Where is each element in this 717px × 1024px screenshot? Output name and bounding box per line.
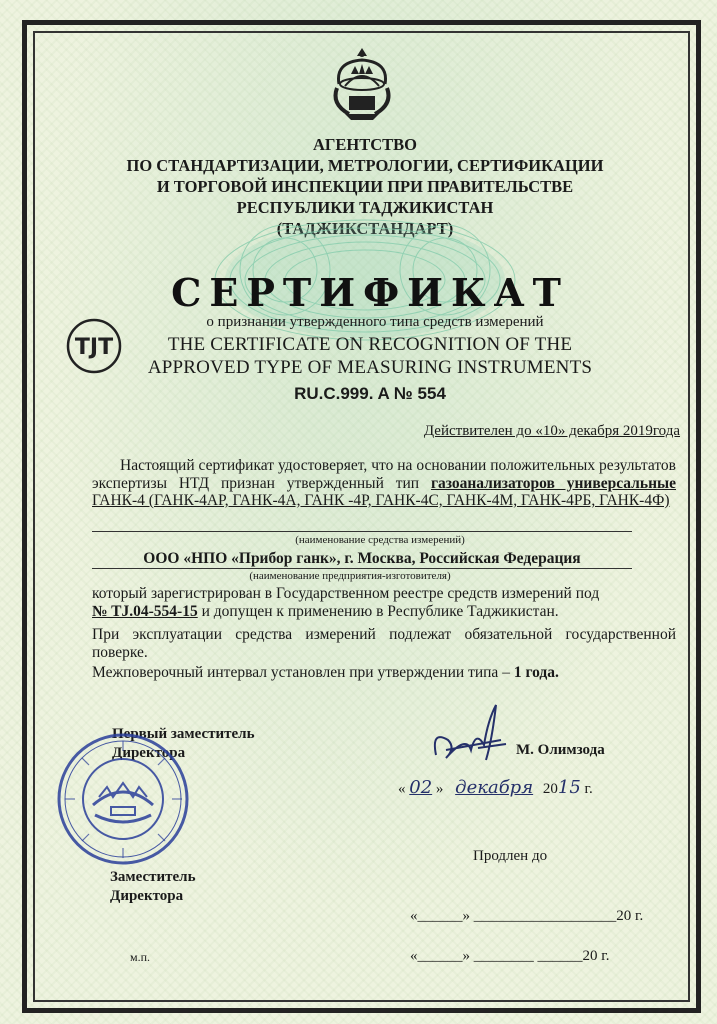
extension-date-blank: «______» ________ ______20 г. (410, 948, 610, 964)
subtitle-english-line: APPROVED TYPE OF MEASURING INSTRUMENTS (147, 357, 593, 378)
certificate-number: RU.C.999. A № 554 (294, 384, 446, 403)
first-deputy-line: Директора (112, 745, 186, 761)
interval-value: 1 года. (513, 664, 559, 681)
registration-text: который зарегистрирован в Государственном реестре средств измерений под (92, 585, 600, 602)
registration-text-end: и допущен к применению в Республике Таджикистан. (197, 603, 559, 620)
agency-line: И ТОРГОВОЙ ИНСПЕКЦИИ ПРИ ПРАВИТЕЛЬСТВЕ (156, 177, 574, 196)
subtitle-english-line: THE CERTIFICATE ON RECOGNITION OF THE (167, 334, 573, 355)
date-day: 02 (409, 777, 433, 798)
underline (92, 568, 632, 569)
tjt-logo-text: TJT (74, 335, 114, 360)
interval-text (92, 664, 676, 682)
certificate-statement (92, 457, 676, 510)
interval-label: Межповерочный интервал установлен при утверждении типа – (92, 664, 514, 681)
caption-instrument: (наименование средства измерений) (295, 534, 465, 546)
registration-number: № TJ.04-554-15 (92, 603, 198, 620)
agency-line: РЕСПУБЛИКИ ТАДЖИКИСТАН (236, 198, 494, 217)
extended-label: Продлен до (473, 848, 548, 864)
seal-place-label: м.п. (130, 950, 151, 964)
caption-manufacturer: (наименование предприятия-изготовителя) (249, 570, 451, 582)
deputy-line: Заместитель (110, 869, 196, 885)
agency-line: (ТАДЖИКСТАНДАРТ) (276, 219, 454, 238)
validity-date: Действителен до «10» декабря 2019года (423, 423, 680, 439)
deputy-title (110, 868, 196, 906)
extension-date-blank: «______» ___________________20 г. (410, 908, 644, 924)
product-models: ГАНК-4 (ГАНК-4АР, ГАНК-4А, ГАНК -4Р, ГАНК-4С, ГАНК-4М, ГАНК-4РБ, ГАНК-4Ф) (92, 492, 670, 509)
state-emblem-icon (327, 44, 397, 122)
quote-open: « (398, 781, 406, 797)
deputy-line: Директора (110, 888, 184, 904)
signature-date (398, 777, 658, 807)
agency-line: ПО СТАНДАРТИЗАЦИИ, МЕТРОЛОГИИ, СЕРТИФИКАЦИИ (126, 156, 604, 175)
statement-text: Настоящий сертификат удостоверяет, что на основании положительных результатов экспертизы НТД признан утвержденный тип (92, 457, 676, 492)
date-month: декабря (455, 777, 534, 798)
subtitle-russian: о признании утвержденного типа средств измерений (206, 314, 544, 330)
manufacturer: ООО «НПО «Прибор ганк», г. Москва, Российская Федерация (143, 550, 581, 567)
subtitle-english (120, 333, 620, 379)
date-year: 15 (557, 777, 581, 798)
official-stamp-icon (55, 731, 192, 868)
product-name: газоанализаторов универсальные (430, 474, 676, 492)
quote-close: » (435, 781, 444, 797)
date-suffix: г. (584, 781, 593, 797)
handwritten-signature-icon (426, 700, 516, 770)
underline (92, 531, 632, 532)
date-year-prefix: 20 (542, 781, 558, 797)
signer-name: М. Олимзода (516, 742, 605, 758)
agency-line: АГЕНТСТВО (312, 135, 418, 154)
first-deputy-line: Первый заместитель (112, 726, 255, 742)
certificate-title: СЕРТИФИКАТ (171, 270, 569, 315)
verification-text: При эксплуатации средства измерений подлежат обязательной государственной поверке. (92, 626, 676, 661)
registration-line (92, 603, 676, 621)
